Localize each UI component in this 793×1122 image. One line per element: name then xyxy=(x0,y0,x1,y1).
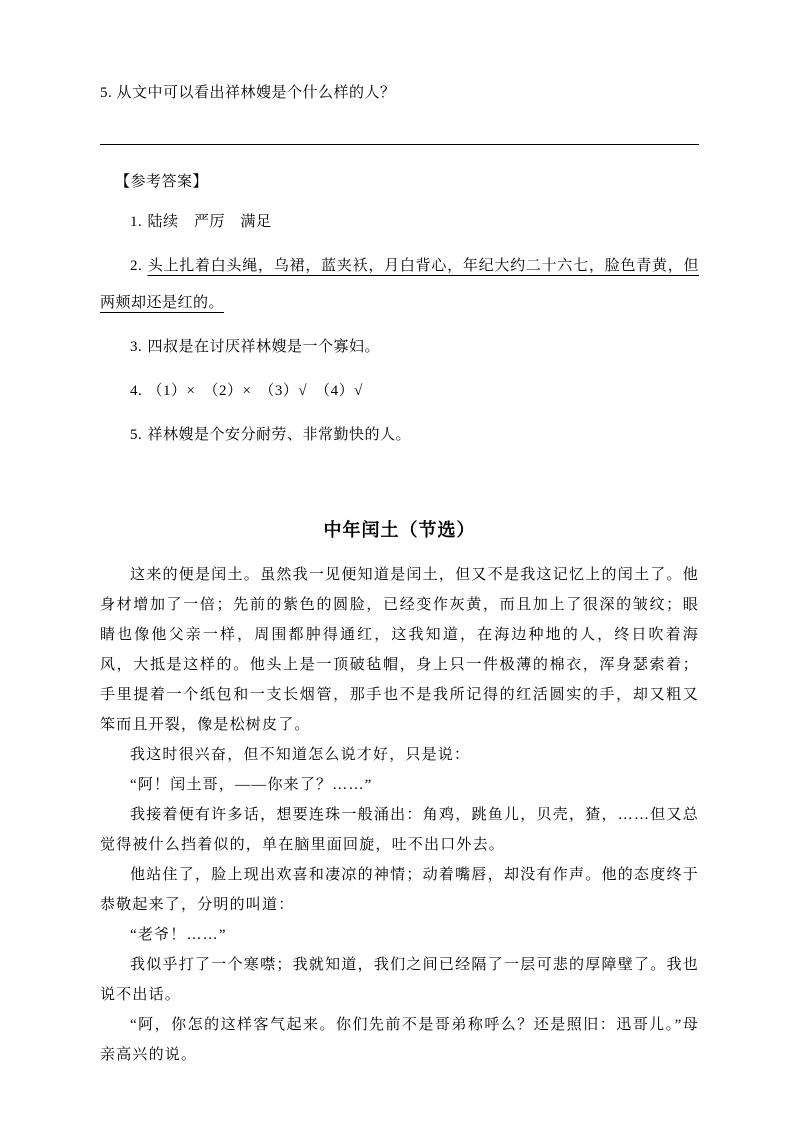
answer-item-5 xyxy=(100,417,699,454)
article-paragraph: 我似乎打了一个寒噤；我就知道，我们之间已经隔了一层可悲的厚障壁了。我也说不出话。 xyxy=(100,957,699,1003)
answer-item-4 xyxy=(100,373,699,410)
answer-text: 陆续 严厉 满足 xyxy=(147,214,272,230)
article-paragraph: 我这时很兴奋，但不知道怎么说才好，只是说： xyxy=(130,747,471,763)
article-title: 中年闰土（节选） xyxy=(323,520,476,540)
answer-text: 四叔是在讨厌祥林嫂是一个寡妇。 xyxy=(147,339,381,355)
answer-number: 1. xyxy=(130,214,143,230)
article-paragraph: 这来的便是闰土。虽然我一见便知道是闰土，但又不是我这记忆上的闰土了。他身材增加了一倍；先前的紫色的圆脸，已经变作灰黄，而且加上了很深的皱纹；眼睛也像他父亲一样，周围都肿得通红，这我知道，在海边种地的人，终日吹着海风，大抵是这样的。他头上是一顶破毡帽，身上只一件极薄的棉衣，浑身瑟索着；手里提着一个纸包和一支长烟管，那手也不是我所记得的红活圆实的手，却又粗又笨而且开裂，像是松树皮了。 xyxy=(100,567,699,733)
answer-item-2 xyxy=(100,248,699,322)
answers-header: 【参考答案】 xyxy=(115,174,209,190)
answers-section xyxy=(100,167,699,454)
article-paragraph: “阿，你怎的这样客气起来。你们先前不是哥弟称呼么？还是照旧：迅哥儿。”母亲高兴的说。 xyxy=(100,1017,699,1063)
article-paragraph: 他站住了，脸上现出欢喜和凄凉的神情；动着嘴唇，却没有作声。他的态度终于恭敬起来了，分明的叫道： xyxy=(100,867,699,913)
answer-number: 3. xyxy=(130,339,143,355)
answer-item-3 xyxy=(100,329,699,366)
answer-item-1 xyxy=(100,204,699,241)
article-paragraph: 我接着便有许多话，想要连珠一般涌出：角鸡，跳鱼儿，贝壳，猹，……但又总觉得被什么挡着似的，单在脑里面回旋，吐不出口外去。 xyxy=(100,807,699,853)
answer-text: 祥林嫂是个安分耐劳、非常勤快的人。 xyxy=(147,427,412,443)
answer-text: 头上扎着白头绳，乌裙，蓝夹袄，月白背心，年纪大约二十六七，脸色青黄，但两颊却还是红的。 xyxy=(100,258,699,311)
question-5: 5. 从文中可以看出祥林嫂是个什么样的人？ xyxy=(100,85,396,101)
article-paragraph: “老爷！……” xyxy=(130,927,227,943)
answer-number: 4. xyxy=(130,383,143,399)
article-section xyxy=(100,516,699,1070)
answer-text: （1）× （2）× （3）√ （4）√ xyxy=(147,383,363,399)
answer-number: 5. xyxy=(130,427,143,443)
section-divider xyxy=(100,144,699,145)
answer-number: 2. xyxy=(130,258,143,274)
article-paragraph: “阿！闰土哥，——你来了？……” xyxy=(130,777,373,793)
